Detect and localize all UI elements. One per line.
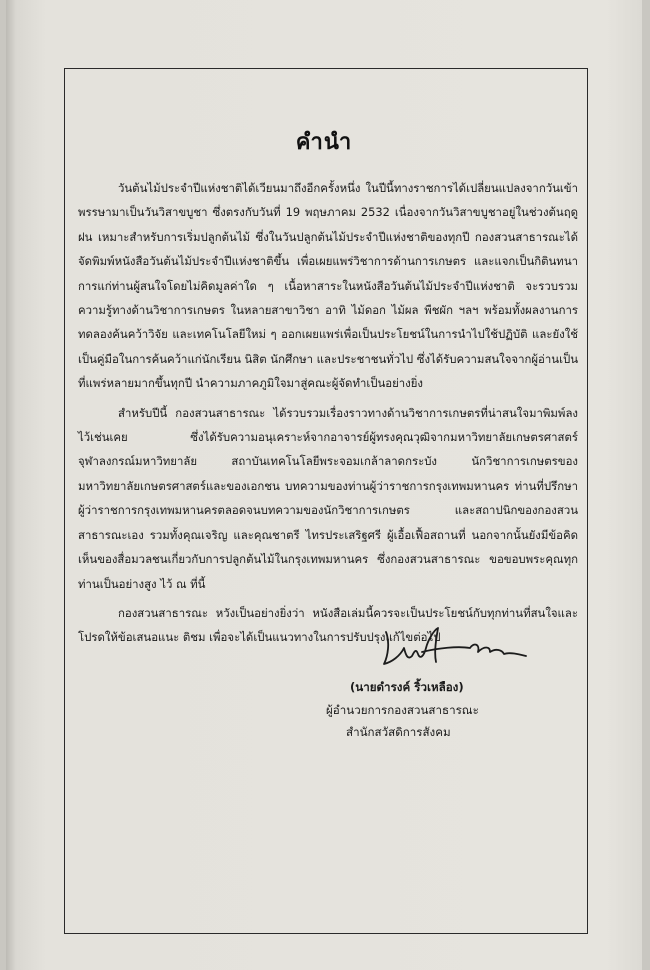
- handwritten-signature: [378, 622, 538, 672]
- signatory-office: สำนักสวัสดิการสังคม: [346, 725, 451, 739]
- signatory-name: (นายดำรงค์ ริ้วเหลือง): [350, 680, 464, 694]
- page-heading: คำนำ: [295, 130, 353, 155]
- book-page: [6, 0, 642, 970]
- preface-paragraph-1: วันต้นไม้ประจำปีแห่งชาติได้เวียนมาถึงอีกครั้งหนึ่ง ในปีนี้ทางราชการได้เปลี่ยนแปลงจากวันเข้าพรรษามาเป็นวันวิสาขบูชา ซึ่งตรงกับวันที่ 19 พฤษภาคม 2532 เนื่องจากวันวิสาขบูชาอยู่ในช่วงต้นฤดูฝน เหมาะสำหรับการเริ่มปลูกต้นไม้ ซึ่งในวันปลูกต้นไม้ประจำปีแห่งชาติของทุกปี กองสวนสาธารณะได้จัดพิมพ์หนังสือวันต้นไม้ประจำปีแห่งชาติขึ้น เพื่อเผยแพร่วิชาการด้านการเกษตร และแจกเป็นกิตินทนาการแก่ท่านผู้สนใจโดยไม่คิดมูลค่าใด ๆ เนื้อหาสาระในหนังสือวันต้นไม้ประจำปีแห่งชาติ จะรวบรวมความรู้ทางด้านวิชาการเกษตร ในหลายสาขาวิชา อาทิ ไม้ดอก ไม้ผล พืชผัก ฯลฯ พร้อมทั้งผลงานการทดลองค้นคว้าวิจัย และเทคโนโลยีใหม่ ๆ ออกเผยแพร่เพื่อเป็นประโยชน์ในการนำไปใช้ปฏิบัติ และยังใช้เป็นคู่มือในการค้นคว้าแก่นักเรียน นิสิต นักศึกษา และประชาชนทั่วไป ซึ่งได้รับความสนใจจากผู้อ่านเป็นที่แพร่หลายมากขึ้นทุกปี นำความภาคภูมิใจมาสู่คณะผู้จัดทำเป็นอย่างยิ่ง: [78, 181, 578, 391]
- preface-paragraph-2: สำหรับปีนี้ กองสวนสาธารณะ ได้รวบรวมเรื่องราวทางด้านวิชาการเกษตรที่น่าสนใจมาพิมพ์ลงไว้เช่นเคย ซึ่งได้รับความอนุเคราะห์จากอาจารย์ผู้ทรงคุณวุฒิจากมหาวิทยาลัยเกษตรศาสตร์ จุฬาลงกรณ์มหาวิทยาลัย สถาบันเทคโนโลยีพระจอมเกล้าลาดกระบัง นักวิชาการเกษตรของมหาวิทยาลัยเกษตรศาสตร์และของเอกชน บทความของท่านผู้ว่าราชการกรุงเทพมหานคร ท่านที่ปรึกษาผู้ว่าราชการกรุงเทพมหานครตลอดจนบทความของนักวิชาการเกษตร และสถาปนิกของกองสวนสาธารณะเอง รวมทั้งคุณเจริญ และคุณชาตรี ไทรประเสริฐศรี ผู้เอื้อเฟื้อสถานที่ นอกจากนั้นยังมีข้อคิดเห็นของสื่อมวลชนเกี่ยวกับการปลูกต้นไม้ในกรุงเทพมหานคร ซึ่งกองสวนสาธารณะ ขอขอบพระคุณทุกท่านเป็นอย่างสูง ไว้ ณ ที่นี้: [78, 405, 578, 591]
- preface-paragraph-3: กองสวนสาธารณะ หวังเป็นอย่างยิ่งว่า หนังสือเล่มนี้ควรจะเป็นประโยชน์กับทุกท่านที่สนใจและโปรดให้ข้อเสนอแนะ ติชม เพื่อจะได้เป็นแนวทางในการปรับปรุงแก้ไขต่อไป: [78, 605, 578, 645]
- preface-body: [78, 176, 578, 655]
- signatory-title: ผู้อำนวยการกองสวนสาธารณะ: [326, 702, 479, 717]
- signature-block: [324, 676, 564, 744]
